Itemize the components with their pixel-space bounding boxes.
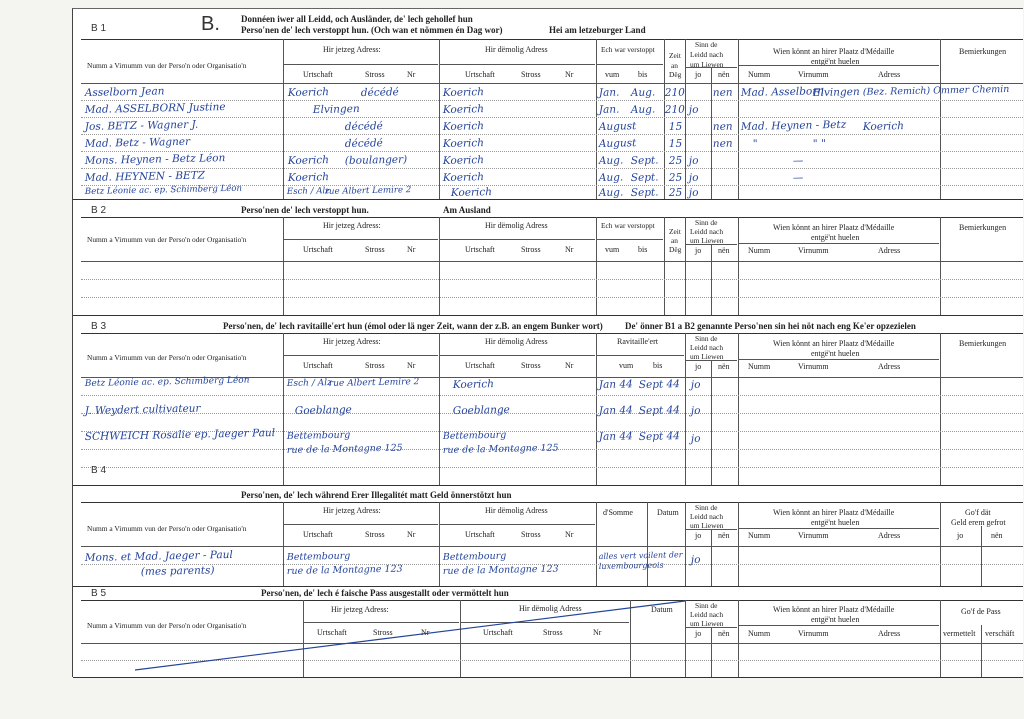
col-header-yes: jo (695, 362, 702, 371)
col-header-days: Dëg (669, 70, 682, 79)
section-code: B 2 (91, 205, 107, 216)
days-count: 25 (668, 171, 683, 184)
hidden-to: Aug. (630, 86, 656, 99)
col-header-number: Nr (565, 530, 574, 539)
col-header-to: bis (638, 70, 648, 79)
col-header-alive: um Liewen (690, 236, 724, 245)
col-header-address: Adress (878, 70, 901, 79)
col-header-street: Stross (543, 628, 563, 637)
supplied-from: Jan 44 (598, 404, 633, 417)
col-header-medal: Wien könnt an hirer Plaatz d'Médaille (773, 605, 895, 614)
col-header-former-address: Hir dëmolig Adress (485, 337, 548, 346)
col-header-street: Stross (521, 245, 541, 254)
col-header-name: Numm a Virnumm vun der Perso'n oder Organisatio'n (87, 235, 247, 244)
alive-yes: jo (688, 154, 699, 167)
former-locality: Koerich (442, 137, 485, 150)
alive-yes: jo (688, 186, 699, 199)
col-header-money: Go'f dät (965, 508, 991, 517)
col-header-street: Stross (521, 530, 541, 539)
col-header-from: vum (605, 70, 620, 79)
days-count: 210 (664, 86, 686, 99)
medal-name: " (752, 137, 758, 150)
col-header-street: Stross (521, 361, 541, 370)
current-locality: Koerich (287, 171, 330, 184)
former-locality: Koerich (442, 86, 485, 99)
alive-yes: jo (688, 103, 699, 116)
col-header-days: an (671, 236, 678, 245)
supplied-from: Jan 44 (598, 378, 633, 391)
current-locality: Koerich (287, 154, 330, 167)
hidden-to: Sept. (630, 171, 659, 184)
col-header-yes: jo (695, 70, 702, 79)
former-locality: Koerich (442, 154, 485, 167)
col-header-alive: Leidd nach (690, 343, 724, 352)
col-header-medal: entgë'nt huelen (811, 57, 860, 66)
col-header-street: Stross (365, 245, 385, 254)
col-header-first-name: Virnumm (798, 629, 829, 638)
current-locality: Goeblange (294, 403, 352, 417)
supplied-to: Sept 44 (638, 378, 681, 391)
days-count: 210 (664, 103, 686, 116)
hidden-from: Jan. (598, 86, 620, 99)
col-header-number: Nr (407, 245, 416, 254)
col-header-alive: Sinn de (695, 601, 718, 610)
current-locality: Esch / Alz (286, 378, 332, 389)
money-sum: alles vert voilent der luxembourgeois (598, 550, 683, 572)
current-street: rue de la Montagne 125 (286, 442, 403, 456)
col-header-first-name: Virnumm (798, 246, 829, 255)
col-header-hidden: Ech war verstoppt (601, 45, 655, 54)
col-header-medal: Wien könnt an hirer Plaatz d'Médaille (773, 47, 895, 56)
former-locality: Bettembourg (442, 429, 507, 442)
col-header-name-short: Numm (748, 246, 771, 255)
current-street: décédé (344, 137, 383, 150)
former-street: rue de la Montagne 125 (442, 442, 559, 456)
days-count: 15 (668, 137, 683, 150)
person-name: Mons. Heynen - Betz Léon (84, 152, 226, 167)
col-header-from: vum (619, 361, 634, 370)
col-header-medal: entgë'nt huelen (811, 518, 860, 527)
medal-name: Mad. Heynen - Betz (740, 118, 847, 133)
col-header-days: an (671, 61, 678, 70)
alive-no: nen (712, 137, 733, 150)
person-name: Mad. Betz - Wagner (84, 135, 191, 150)
supplied-from: Jan 44 (598, 430, 633, 443)
col-header-name: Numm a Virnumm vun der Perso'n oder Organisatio'n (87, 61, 247, 70)
medal-first-name: Elvingen (812, 86, 860, 99)
col-header-no: nën (718, 246, 730, 255)
col-header-date: Datum (657, 508, 679, 517)
current-street: décédé (360, 86, 399, 99)
section-code: B 1 (91, 23, 107, 34)
current-street: décédé (344, 120, 383, 133)
col-header-no: nën (718, 629, 730, 638)
former-locality: Koerich (442, 120, 485, 133)
col-header-alive: Sinn de (695, 503, 718, 512)
hidden-to: Aug. (630, 103, 656, 116)
col-header-current-address: Hir jetzeg Adress: (331, 605, 389, 614)
current-street: (boulanger) (344, 153, 408, 167)
col-header-locality: Urtschaft (465, 70, 495, 79)
person-name: Betz Léonie ac. ep. Schimberg Léon (84, 183, 243, 197)
former-street: rue de la Montagne 123 (442, 563, 559, 577)
col-header-days: Zeit (669, 51, 681, 60)
alive-yes: jo (690, 404, 701, 417)
col-header-medal: Wien könnt an hirer Plaatz d'Médaille (773, 223, 895, 232)
col-header-remarks: Bemierkungen (959, 223, 1007, 232)
col-header-alive: um Liewen (690, 352, 724, 361)
form-letter: B. (201, 13, 220, 35)
col-header-first-name: Virnumm (798, 70, 829, 79)
col-header-address: Adress (878, 246, 901, 255)
col-header-address: Adress (878, 629, 901, 638)
section-title: Donnéen iwer all Leidd, och Ausländer, de' lech gehollef hun (241, 14, 473, 24)
col-header-name: Numm a Virnumm vun der Perso'n oder Organisatio'n (87, 621, 247, 630)
col-header-locality: Urtschaft (465, 245, 495, 254)
col-header-remarks: Bemierkungen (959, 339, 1007, 348)
current-locality: Elvingen (312, 103, 360, 116)
col-header-yes: jo (695, 246, 702, 255)
col-header-first-name: Virnumm (798, 531, 829, 540)
section-code: B 3 (91, 321, 107, 332)
col-header-street: Stross (521, 70, 541, 79)
col-header-locality: Urtschaft (465, 530, 495, 539)
col-header-former-address: Hir dëmolig Adress (485, 506, 548, 515)
col-header-street: Stross (365, 530, 385, 539)
col-header-locality: Urtschaft (303, 70, 333, 79)
current-locality: Koerich (287, 86, 330, 99)
alive-no: nen (712, 86, 733, 99)
col-header-alive: Leidd nach (690, 227, 724, 236)
col-header-current-address: Hir jetzeg Adress: (323, 221, 381, 230)
col-header-name-short: Numm (748, 362, 771, 371)
col-header-current-address: Hir jetzeg Adress: (323, 45, 381, 54)
col-header-street: Stross (365, 361, 385, 370)
medal-address: (Bez. Remich) Ommer Chemin (862, 83, 1010, 98)
section-b4 (73, 485, 1023, 587)
col-header-money: Geld erem gefrot (951, 518, 1006, 527)
days-count: 25 (668, 186, 683, 199)
col-header-number: Nr (421, 628, 430, 637)
col-header-medal: Wien könnt an hirer Plaatz d'Médaille (773, 339, 895, 348)
col-header-number: Nr (565, 70, 574, 79)
alive-yes: jo (690, 432, 701, 445)
col-header-current-address: Hir jetzeg Adress: (323, 506, 381, 515)
alive-yes: jo (690, 553, 701, 566)
col-header-locality: Urtschaft (303, 361, 333, 370)
medal-name: — (792, 154, 804, 167)
col-header-first-name: Virnumm (798, 362, 829, 371)
col-header-locality: Urtschaft (465, 361, 495, 370)
section-title: Perso'nen, de' lech während Erer Illegalitét matt Geld önnerstötzt hun (241, 490, 512, 500)
hidden-from: Aug. (598, 154, 624, 167)
col-header-locality: Urtschaft (303, 530, 333, 539)
former-locality: Goeblange (452, 403, 510, 417)
col-header-number: Nr (565, 361, 574, 370)
col-header-sum: d'Somme (603, 508, 633, 517)
section-title: Perso'nen, de' lech ravitaille'ert hun (émol oder lä nger Zeit, wann der z.B. an engem Bunker wort) (223, 321, 603, 331)
col-header-days: Zeit (669, 227, 681, 236)
section-b2 (73, 199, 1023, 316)
col-header-number: Nr (565, 245, 574, 254)
person-name: SCHWEICH Rosalie ep. Jaeger Paul (84, 427, 276, 443)
former-locality: Koerich (442, 103, 485, 116)
col-header-issued: verschäft (985, 629, 1015, 638)
col-header-handed: vermettelt (943, 629, 976, 638)
section-code: B 4 (91, 465, 107, 476)
section-b3 (73, 315, 1023, 486)
col-header-street: Stross (373, 628, 393, 637)
section-title: Perso'nen, de' lech é faische Pass ausgestallt oder vermöttelt hun (261, 588, 509, 598)
col-header-medal: Wien könnt an hirer Plaatz d'Médaille (773, 508, 895, 517)
col-header-alive: um Liewen (690, 521, 724, 530)
person-name: J. Weydert cultivateur (84, 402, 201, 417)
col-header-no: nën (718, 362, 730, 371)
hidden-from: Aug. (598, 186, 624, 199)
col-header-medal: entgë'nt huelen (811, 349, 860, 358)
col-header-number: Nr (407, 70, 416, 79)
col-header-medal: entgë'nt huelen (811, 233, 860, 242)
person-name: Mad. HEYNEN - BETZ (84, 169, 206, 184)
alive-yes: jo (690, 378, 701, 391)
supplied-to: Sept 44 (638, 430, 681, 443)
alive-no: nen (712, 120, 733, 133)
col-header-locality: Urtschaft (317, 628, 347, 637)
col-header-days: Dëg (669, 245, 682, 254)
col-header-alive: Sinn de (695, 218, 718, 227)
col-header-alive: Leidd nach (690, 50, 724, 59)
hidden-from: Jan. (598, 103, 620, 116)
current-street: rue Albert Lemire 2 (324, 185, 412, 197)
section-title-right: Hei am letzeburger Land (549, 25, 646, 35)
current-street: rue Albert Lemire 2 (328, 377, 420, 389)
col-header-no: nën (718, 70, 730, 79)
former-locality: Koerich (450, 186, 493, 199)
hidden-to: Sept. (630, 186, 659, 199)
section-title: Perso'nen de' lech verstoppt hun. (Och wan et nömmen én Dag wor) (241, 25, 503, 35)
col-header-to: bis (638, 245, 648, 254)
hidden-from: Aug. (598, 171, 624, 184)
days-count: 25 (668, 154, 683, 167)
current-locality: Esch / Alz (286, 186, 330, 197)
col-header-no: nën (991, 531, 1003, 540)
former-locality: Koerich (452, 378, 495, 391)
person-name: Mons. et Mad. Jaeger - Paul (84, 548, 233, 564)
supplied-to: Sept 44 (638, 404, 681, 417)
col-header-former-address: Hir dëmolig Adress (485, 45, 548, 54)
section-code: B 5 (91, 588, 107, 599)
col-header-name-short: Numm (748, 70, 771, 79)
person-name: Asselborn Jean (84, 85, 165, 99)
col-header-hidden: Ech war verstoppt (601, 221, 655, 230)
current-street: rue de la Montagne 123 (286, 563, 403, 577)
col-header-no: nën (718, 531, 730, 540)
former-locality: Bettembourg (442, 550, 507, 563)
col-header-yes: jo (695, 629, 702, 638)
current-locality: Bettembourg (286, 429, 351, 442)
col-header-street: Stross (365, 70, 385, 79)
medal-name: Mad. Asselborn (740, 85, 825, 99)
col-header-name-short: Numm (748, 629, 771, 638)
col-header-alive: um Liewen (690, 60, 724, 69)
section-title-right: Am Ausland (443, 205, 491, 215)
col-header-alive: Sinn de (695, 40, 718, 49)
col-header-from: vum (605, 245, 620, 254)
col-header-supplied: Ravitaille'ert (617, 337, 658, 346)
alive-yes: jo (688, 171, 699, 184)
col-header-name: Numm a Virnumm vun der Perso'n oder Organisatio'n (87, 353, 247, 362)
col-header-pass: Go'f de Pass (961, 607, 1001, 616)
col-header-yes: jo (695, 531, 702, 540)
medal-first-name: " " (812, 137, 826, 150)
col-header-former-address: Hir dëmolig Adress (485, 221, 548, 230)
col-header-alive: um Liewen (690, 619, 724, 628)
col-header-number: Nr (407, 530, 416, 539)
days-count: 15 (668, 120, 683, 133)
section-title-right: De' önner B1 a B2 genannte Perso'nen sin hei nöt nach eng Ke'er opzezielen (625, 321, 916, 331)
person-name: Jos. BETZ - Wagner J. (84, 118, 199, 133)
section-title: Perso'nen de' lech verstoppt hun. (241, 205, 369, 215)
section-b5 (73, 585, 1023, 678)
person-name-note: (mes parents) (140, 564, 215, 578)
col-header-locality: Urtschaft (483, 628, 513, 637)
strike-through-line (73, 585, 693, 677)
col-header-former-address: Hir dëmolig Adress (519, 604, 582, 613)
col-header-remarks: Bemierkungen (959, 47, 1007, 56)
col-header-address: Adress (878, 531, 901, 540)
person-name: Betz Léonie ac. ep. Schimberg Léon (84, 375, 250, 389)
col-header-name: Numm a Virnumm vun der Perso'n oder Organisatio'n (87, 524, 247, 533)
medal-first-name: Koerich (862, 120, 905, 133)
col-header-locality: Urtschaft (303, 245, 333, 254)
col-header-current-address: Hir jetzeg Adress: (323, 337, 381, 346)
col-header-address: Adress (878, 362, 901, 371)
col-header-number: Nr (407, 361, 416, 370)
col-header-alive: Sinn de (695, 334, 718, 343)
col-header-to: bis (653, 361, 663, 370)
hidden-from: August (598, 137, 637, 150)
col-header-medal: entgë'nt huelen (811, 615, 860, 624)
col-header-date: Datum (651, 605, 673, 614)
person-name: Mad. ASSELBORN Justine (84, 101, 226, 116)
section-b1 (73, 9, 1023, 200)
col-header-yes: jo (957, 531, 964, 540)
hidden-to: Sept. (630, 154, 659, 167)
col-header-number: Nr (593, 628, 602, 637)
former-locality: Koerich (442, 171, 485, 184)
form-sheet (72, 8, 1023, 677)
hidden-from: August (598, 120, 637, 133)
col-header-name-short: Numm (748, 531, 771, 540)
current-locality: Bettembourg (286, 550, 351, 563)
col-header-alive: Leidd nach (690, 512, 724, 521)
col-header-alive: Leidd nach (690, 610, 724, 619)
medal-name: — (792, 171, 804, 184)
